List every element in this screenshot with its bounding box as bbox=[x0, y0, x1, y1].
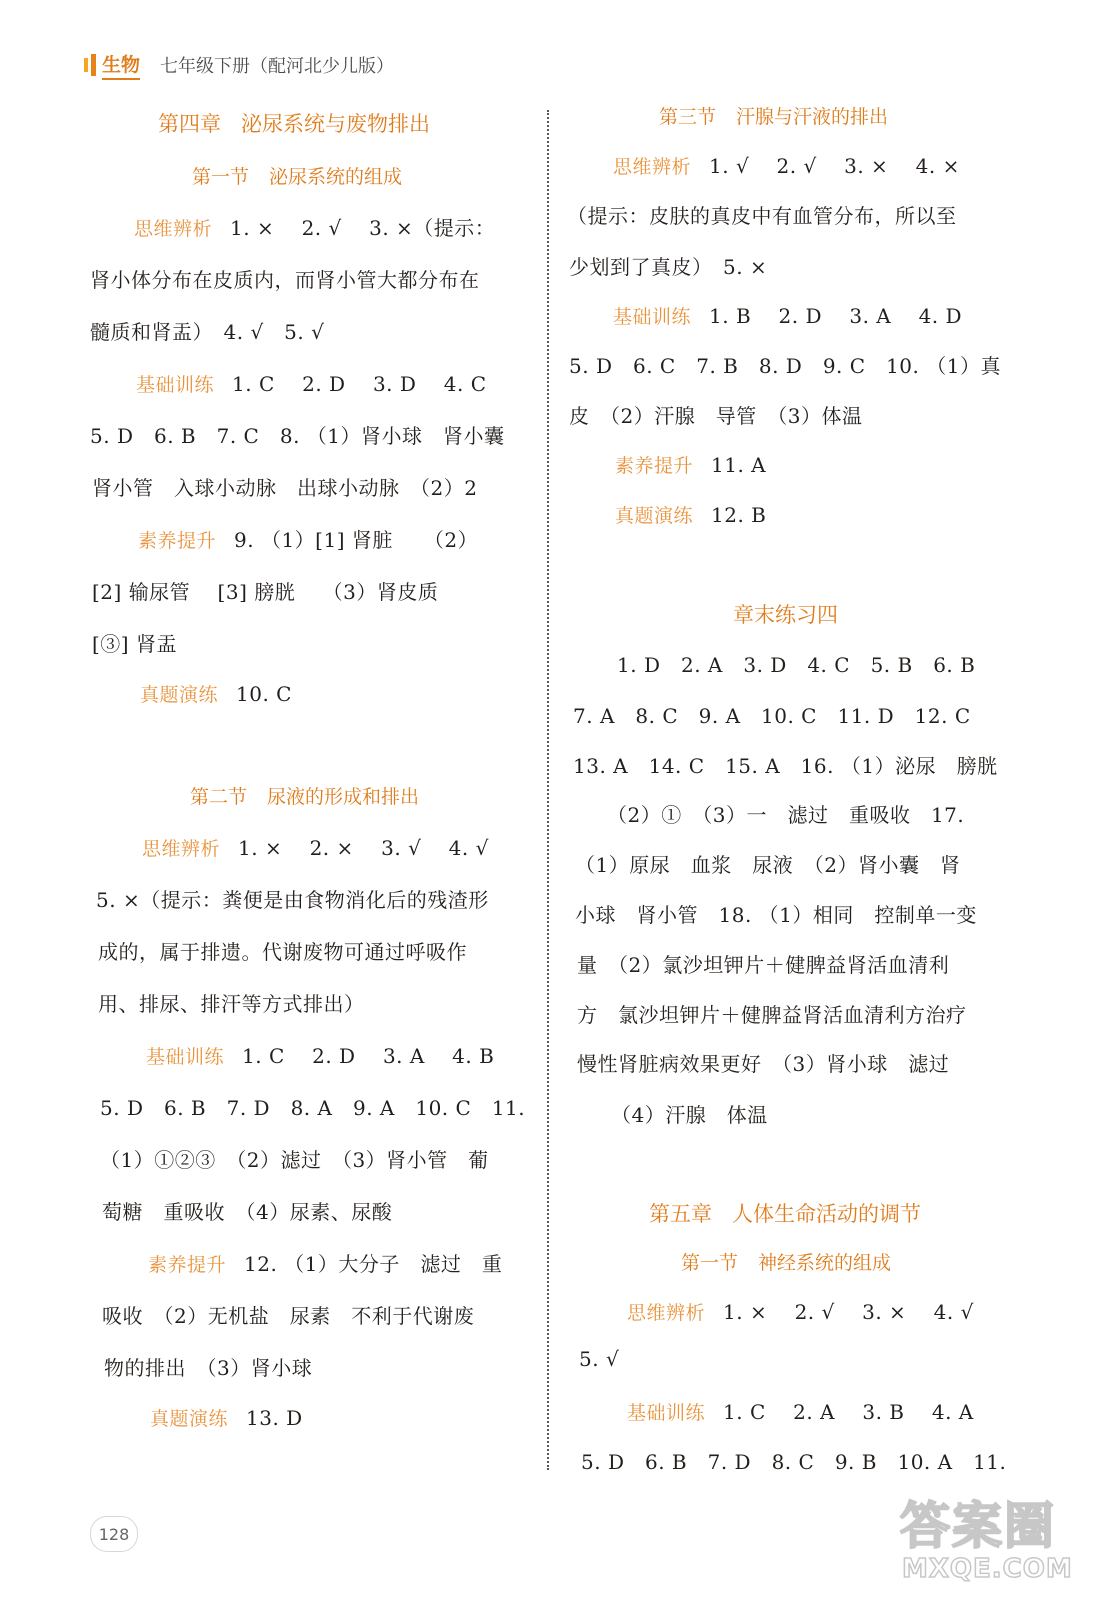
category-tag: 素养提升 bbox=[138, 530, 217, 552]
answer-line bbox=[90, 264, 480, 293]
section-number: 第三节 bbox=[659, 106, 717, 128]
answer-text: 5. D 6. C 7. B 8. D 9. C 10. （1）真 bbox=[569, 354, 1001, 378]
section-name: 尿液的形成和排出 bbox=[267, 786, 420, 808]
answer-line bbox=[98, 988, 365, 1017]
section-1-title bbox=[192, 162, 402, 189]
answer-line bbox=[136, 368, 487, 397]
answer-text: 9. （1）[1] 肾脏 （2） bbox=[234, 528, 479, 552]
answer-line bbox=[150, 1404, 303, 1431]
answer-line bbox=[577, 999, 967, 1028]
category-tag: 思维辨析 bbox=[627, 1302, 706, 1324]
chapter-number: 第五章 bbox=[649, 1202, 712, 1226]
answer-line bbox=[627, 1396, 974, 1425]
answer-line bbox=[569, 400, 862, 429]
answer-text: 皮 （2）汗腺 导管 （3）体温 bbox=[569, 404, 863, 428]
answer-text: 肾小体分布在皮质内，而肾小管大都分布在 bbox=[90, 268, 480, 292]
watermark-glyphs: 答案圈 bbox=[900, 1497, 1056, 1555]
page-number: 128 bbox=[90, 1516, 138, 1552]
subject-mark-icon bbox=[84, 54, 96, 76]
category-tag: 素养提升 bbox=[615, 455, 694, 477]
answer-line bbox=[613, 300, 962, 329]
section-2-title bbox=[190, 782, 419, 809]
answer-line bbox=[613, 150, 960, 179]
section-name: 汗腺与汗液的排出 bbox=[736, 106, 889, 128]
answer-line bbox=[102, 1300, 474, 1329]
answer-text: 5. D 6. B 7. C 8. （1）肾小球 肾小囊 bbox=[90, 424, 505, 448]
answer-line bbox=[98, 936, 467, 965]
answer-line bbox=[627, 1296, 974, 1325]
answer-text: （4）汗腺 体温 bbox=[611, 1103, 768, 1127]
subject-label: 生物 bbox=[102, 50, 140, 80]
answer-text: 髓质和肾盂） 4. √ 5. √ bbox=[90, 320, 325, 344]
page-header bbox=[84, 50, 394, 80]
answer-text: 7. A 8. C 9. A 10. C 11. D 12. C bbox=[573, 704, 971, 728]
answer-line bbox=[100, 1092, 525, 1121]
column-divider bbox=[547, 110, 549, 1470]
answer-line bbox=[92, 628, 177, 657]
answer-text: [③] 肾盂 bbox=[92, 632, 177, 656]
category-tag: 基础训练 bbox=[627, 1402, 706, 1424]
answer-line bbox=[581, 1446, 1006, 1475]
answer-text: （1）①②③ （2）滤过 （3）肾小管 葡 bbox=[100, 1148, 489, 1172]
category-tag: 思维辨析 bbox=[134, 218, 213, 240]
answer-text: 慢性肾脏病效果更好 （3）肾小球 滤过 bbox=[577, 1052, 950, 1076]
section-3-title bbox=[659, 102, 888, 129]
answer-line bbox=[102, 1196, 392, 1225]
answer-text: 5. D 6. B 7. D 8. A 9. A 10. C 11. bbox=[100, 1096, 526, 1120]
answer-text: 肾小管 入球小动脉 出球小动脉 （2）2 bbox=[92, 476, 478, 500]
category-tag: 素养提升 bbox=[148, 1254, 227, 1276]
answer-text: 1. √ 2. √ 3. × 4. × bbox=[709, 154, 960, 178]
chapter-number: 第四章 bbox=[158, 112, 221, 136]
answer-text: 用、排尿、排汗等方式排出） bbox=[98, 992, 365, 1016]
answer-line bbox=[577, 949, 949, 978]
answer-line bbox=[615, 501, 766, 528]
answer-line bbox=[148, 1248, 502, 1277]
answer-line bbox=[607, 799, 964, 828]
answer-text: 5. √ bbox=[579, 1347, 620, 1371]
answer-line bbox=[146, 1040, 494, 1069]
answer-text: （2）① （3）一 滤过 重吸收 17. bbox=[607, 803, 965, 827]
answer-line bbox=[140, 680, 292, 707]
answer-text: 1. C 2. A 3. B 4. A bbox=[723, 1400, 974, 1424]
watermark-logo bbox=[898, 1484, 1073, 1594]
chapter-name: 人体生命活动的调节 bbox=[732, 1202, 921, 1226]
chapter-4-title bbox=[158, 108, 430, 138]
answer-text: 5. D 6. B 7. D 8. C 9. B 10. A 11. bbox=[581, 1450, 1007, 1474]
answer-text: 量 （2）氯沙坦钾片＋健脾益肾活血清利 bbox=[577, 953, 950, 977]
category-tag: 基础训练 bbox=[146, 1046, 225, 1068]
answer-line bbox=[569, 251, 767, 280]
section-name: 神经系统的组成 bbox=[758, 1252, 892, 1274]
category-tag: 真题演练 bbox=[150, 1408, 229, 1430]
answer-text: 1. C 2. D 3. A 4. B bbox=[242, 1044, 495, 1068]
answer-text: 少划到了真皮） 5. × bbox=[569, 255, 768, 279]
answer-line bbox=[134, 212, 495, 241]
category-tag: 基础训练 bbox=[136, 374, 215, 396]
category-tag: 思维辨析 bbox=[613, 156, 692, 178]
chapter-end-title: 章末练习四 bbox=[733, 603, 838, 627]
answer-line bbox=[575, 899, 977, 928]
answer-text: 13. A 14. C 15. A 16. （1）泌尿 膀胱 bbox=[573, 754, 998, 778]
category-tag: 真题演练 bbox=[615, 505, 694, 527]
section-number: 第一节 bbox=[681, 1252, 739, 1274]
answer-text: 1. × 2. √ 3. × 4. √ bbox=[723, 1300, 974, 1324]
answer-text: （1）原尿 血浆 尿液 （2）肾小囊 肾 bbox=[575, 853, 961, 877]
answer-text: 12. （1）大分子 滤过 重 bbox=[244, 1252, 503, 1276]
answer-line bbox=[100, 1144, 489, 1173]
answer-text: 1. × 2. √ 3. ×（提示： bbox=[230, 216, 496, 240]
section-name: 泌尿系统的组成 bbox=[269, 166, 403, 188]
answer-text: 成的，属于排遗。代谢废物可通过呼吸作 bbox=[98, 940, 467, 964]
answer-line bbox=[579, 1347, 619, 1371]
answer-line bbox=[615, 451, 766, 478]
book-title: 七年级下册（配河北少儿版） bbox=[160, 56, 395, 77]
answer-line bbox=[92, 576, 438, 605]
answer-line bbox=[90, 316, 324, 345]
section-number: 第二节 bbox=[190, 786, 248, 808]
answer-text: 12. B bbox=[711, 503, 767, 527]
answer-line bbox=[142, 832, 489, 861]
answer-line bbox=[573, 750, 998, 779]
section-number: 第一节 bbox=[192, 166, 250, 188]
answer-text: 吸收 （2）无机盐 尿素 不利于代谢废 bbox=[102, 1304, 475, 1328]
answer-text: 1. D 2. A 3. D 4. C 5. B 6. B bbox=[617, 653, 976, 677]
category-tag: 思维辨析 bbox=[142, 838, 221, 860]
answer-text: 萄糖 重吸收 （4）尿素、尿酸 bbox=[102, 1200, 393, 1224]
category-tag: 真题演练 bbox=[140, 684, 219, 706]
answer-text: 5. ×（提示：粪便是由食物消化后的残渣形 bbox=[96, 888, 489, 912]
answer-text: 物的排出 （3）肾小球 bbox=[104, 1356, 313, 1380]
chapter-5-title bbox=[649, 1198, 921, 1228]
answer-text: [2] 输尿管 [3] 膀胱 （3）肾皮质 bbox=[92, 580, 439, 604]
answer-line bbox=[90, 420, 505, 449]
answer-line bbox=[96, 884, 489, 913]
section-5-1-title bbox=[681, 1248, 891, 1275]
answer-line bbox=[104, 1352, 312, 1381]
answer-text: 1. × 2. × 3. √ 4. √ bbox=[238, 836, 489, 860]
answer-line bbox=[138, 524, 478, 553]
answer-text: 1. B 2. D 3. A 4. D bbox=[709, 304, 963, 328]
answer-text: 10. C bbox=[236, 682, 292, 706]
chapter-name: 泌尿系统与废物排出 bbox=[241, 112, 430, 136]
answer-line bbox=[92, 472, 477, 501]
category-tag: 基础训练 bbox=[613, 306, 692, 328]
answer-line bbox=[567, 200, 957, 229]
answer-line bbox=[577, 1048, 949, 1077]
watermark-url: MXQE.COM bbox=[902, 1554, 1073, 1584]
answer-text: 方 氯沙坦钾片＋健脾益肾活血清利方治疗 bbox=[577, 1003, 967, 1027]
answer-text: 11. A bbox=[711, 453, 767, 477]
answer-line bbox=[569, 350, 1001, 379]
answer-text: 1. C 2. D 3. D 4. C bbox=[232, 372, 487, 396]
answer-line bbox=[611, 1099, 768, 1128]
answer-line bbox=[575, 849, 960, 878]
answer-text: （提示：皮肤的真皮中有血管分布，所以至 bbox=[567, 204, 957, 228]
answer-text: 13. D bbox=[246, 1406, 303, 1430]
answer-text: 小球 肾小管 18. （1）相同 控制单一变 bbox=[575, 903, 977, 927]
answer-line bbox=[573, 700, 971, 729]
answer-line bbox=[617, 649, 975, 678]
